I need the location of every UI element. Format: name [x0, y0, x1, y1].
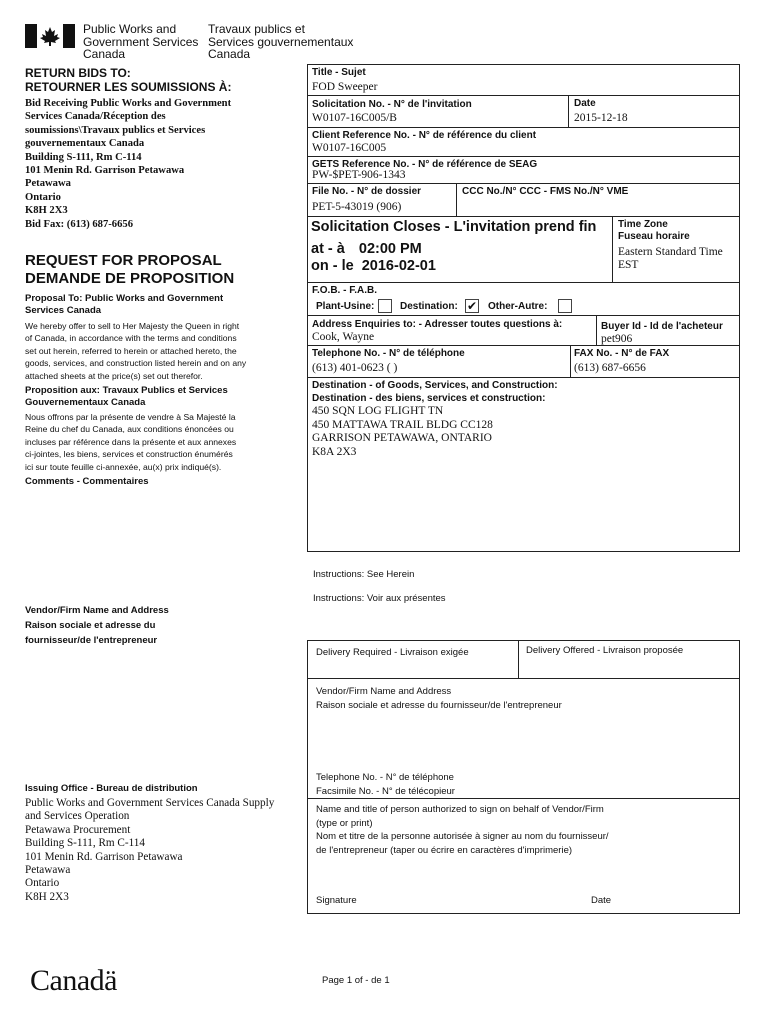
authorized-line: Name and title of person authorized to sign on behalf of Vendor/Firm [316, 804, 604, 815]
authorized-line: de l'entrepreneur (taper ou écrire en caractères d'imprimerie) [316, 844, 573, 856]
telephone-label: Telephone No. - N° de téléphone [316, 772, 454, 783]
return-bids-heading-fr: RETOURNER LES SOUMISSIONS À: [25, 80, 232, 94]
authorized-person-label [316, 803, 609, 857]
enquiries-label: Address Enquiries to: - Adresser toutes questions à: [312, 319, 563, 330]
timezone-label-line: Time Zone [618, 219, 668, 230]
issuing-office-address [25, 797, 274, 904]
dept-fr-line: Travaux publics et [208, 22, 305, 36]
address-line: soumissions\Travaux publics et Services [25, 124, 206, 136]
destination-line: GARRISON PETAWAWA, ONTARIO [312, 432, 492, 444]
issuing-office-label: Issuing Office - Bureau de distribution [25, 783, 198, 794]
address-line: K8H 2X3 [25, 205, 68, 217]
request-title [25, 252, 234, 288]
vendor-name-label [316, 685, 562, 712]
offer-line: Reine du chef du Canada, aux conditions énoncées ou [25, 424, 234, 435]
dept-fr-line: Services gouvernementaux [208, 34, 354, 49]
solicitation-label: Solicitation No. - N° de l'invitation [312, 99, 472, 110]
signature-label: Signature [316, 895, 357, 906]
phone-label: Telephone No. - N° de téléphone [312, 348, 465, 359]
on-label: on - le [311, 258, 354, 274]
buyer-label: Buyer Id - Id de l'acheteur [601, 321, 723, 332]
offer-text-english [25, 320, 246, 382]
address-line: Services Canada/Réception des [25, 111, 166, 123]
destination-goods-line: Destination - of Goods, Services, and Construction: [312, 380, 558, 391]
offer-text-french [25, 411, 236, 473]
file-value: PET-5-43019 (906) [312, 201, 402, 213]
timezone-value [618, 246, 723, 272]
destination-goods-line: Destination - des biens, services et construction: [312, 392, 546, 404]
offer-line: ici sur toute feuille ci-annexée, au(x) prix indiqué(s). [25, 461, 222, 472]
dept-en-line: Government Services [83, 34, 199, 49]
government-flag-logo [25, 24, 75, 53]
enquiries-value: Cook, Wayne [312, 331, 375, 343]
ccc-label: CCC No./N° CCC - FMS No./N° VME [462, 186, 629, 197]
destination-goods-label [312, 380, 558, 405]
checkmark-icon: ✔ [466, 299, 478, 313]
destination-goods-value [312, 405, 493, 459]
issuing-line: K8H 2X3 [25, 890, 69, 903]
closes-label: Solicitation Closes - L'invitation prend fin [311, 219, 597, 235]
address-line: Ontario [25, 191, 61, 203]
other-checkbox[interactable] [558, 299, 572, 313]
vendor-left-line: fournisseur/de l'entrepreneur [25, 635, 158, 646]
destination-checkbox[interactable] [465, 299, 479, 313]
closes-time-row [311, 241, 422, 257]
offer-line: attached sheets at the price(s) set out therefor. [25, 370, 203, 381]
offer-line: ci-jointes, les biens, services et construction énumérés [25, 449, 233, 460]
authorized-line: (type or print) [316, 817, 373, 829]
dept-fr-line: Canada [208, 47, 251, 61]
address-line: Bid Receiving Public Works and Government [25, 98, 232, 109]
issuing-line: Public Works and Government Services Canada Supply [25, 797, 275, 809]
facsimile-label: Facsimile No. - N° de télécopieur [316, 786, 455, 797]
close-date-value: 2016-02-01 [361, 258, 436, 274]
proposition-line: Proposition aux: Travaux Publics et Services [25, 385, 228, 396]
time-value: 02:00 PM [358, 241, 422, 257]
issuing-line: 101 Menin Rd. Garrison Petawawa [25, 850, 183, 863]
department-name-english [83, 23, 198, 61]
issuing-line: Petawawa Procurement [25, 823, 131, 836]
address-line: 101 Menin Rd. Garrison Petawawa [25, 165, 185, 177]
proposal-to [25, 293, 223, 317]
dept-en-line: Canada [83, 47, 126, 61]
date-value: 2015-12-18 [574, 112, 628, 124]
authorized-line: Nom et titre de la personne autorisée à signer au nom du fournisseur/ [316, 831, 609, 842]
file-label: File No. - N° de dossier [312, 186, 422, 197]
timezone-label [618, 219, 690, 243]
offer-line: Nous offrons par la présente de vendre à Sa Majesté la [25, 412, 236, 422]
client-ref-label: Client Reference No. - N° de référence du client [312, 130, 537, 141]
other-label: Other-Autre: [488, 301, 548, 312]
offer-line: of Canada, in accordance with the terms and conditions [25, 333, 237, 344]
vendor-name-line: Vendor/Firm Name and Address [316, 686, 452, 697]
offer-line: We hereby offer to sell to Her Majesty the Queen in right [25, 321, 240, 331]
address-line: Petawawa [25, 178, 71, 190]
destination-line: 450 MATTAWA TRAIL BLDG CC128 [312, 418, 493, 431]
plant-label: Plant-Usine: [316, 301, 375, 312]
address-line: Bid Fax: (613) 687-6656 [25, 218, 133, 230]
return-bids-heading-en: RETURN BIDS TO: [25, 66, 131, 80]
comments-label: Comments - Commentaires [25, 476, 149, 487]
fax-value: (613) 687-6656 [574, 362, 646, 374]
canada-wordmark: Canadä [30, 964, 117, 997]
gets-label: GETS Reference No. - N° de référence de SEAG [312, 159, 538, 170]
date-label: Date [574, 98, 596, 109]
offer-line: incluses par référence dans la présente et aux annexes [25, 436, 237, 447]
issuing-line: and Services Operation [25, 810, 130, 823]
instructions-en: Instructions: See Herein [313, 569, 415, 580]
address-line: gouvernementaux Canada [25, 138, 145, 150]
proposal-to-line: Services Canada [25, 305, 102, 316]
title-value: FOD Sweeper [312, 81, 378, 93]
vendor-name-left [25, 603, 169, 648]
timezone-label-line: Fuseau horaire [618, 231, 690, 242]
phone-value: (613) 401-0623 ( ) [312, 362, 398, 374]
at-label: at - à [311, 241, 345, 257]
fax-label: FAX No. - N° de FAX [574, 348, 670, 359]
department-name-french [208, 23, 353, 61]
solicitation-value: W0107-16C005/B [312, 112, 397, 124]
offer-line: set out herein, referred to herein or attached hereto, the [25, 345, 237, 356]
signature-date-label: Date [591, 895, 612, 906]
request-title-en: REQUEST FOR PROPOSAL [25, 252, 222, 269]
delivery-required-label: Delivery Required - Livraison exigée [316, 647, 469, 658]
request-title-fr: DEMANDE DE PROPOSITION [25, 270, 235, 287]
return-bids-address [25, 97, 231, 231]
proposition-line: Gouvernementaux Canada [25, 397, 146, 408]
proposal-to-line: Proposal To: Public Works and Government [25, 293, 224, 304]
vendor-name-line: Raison sociale et adresse du fournisseur/de l'entrepreneur [316, 699, 562, 711]
address-line: Building S-111, Rm C-114 [25, 151, 142, 163]
proposition-aux [25, 385, 228, 409]
return-bids-heading [25, 66, 231, 94]
client-ref-value: W0107-16C005 [312, 142, 387, 154]
title-label: Title - Sujet [312, 67, 366, 78]
fob-label: F.O.B. - F.A.B. [312, 285, 377, 296]
vendor-left-line: Raison sociale et adresse du [25, 620, 156, 631]
destination-line: K8A 2X3 [312, 445, 357, 458]
buyer-value: pet906 [601, 333, 633, 345]
instructions-fr: Instructions: Voir aux présentes [313, 593, 446, 604]
issuing-line: Petawawa [25, 864, 71, 877]
dept-en-line: Public Works and [83, 22, 177, 36]
issuing-line: Building S-111, Rm C-114 [25, 837, 145, 850]
issuing-line: Ontario [25, 877, 60, 890]
plant-checkbox[interactable] [378, 299, 392, 313]
timezone-value-line: Eastern Standard Time [618, 246, 723, 258]
destination-line: 450 SQN LOG FLIGHT TN [312, 405, 444, 417]
vendor-left-line: Vendor/Firm Name and Address [25, 605, 169, 616]
gets-value: PW-$PET-906-1343 [312, 169, 406, 181]
delivery-offered-label: Delivery Offered - Livraison proposée [526, 645, 684, 656]
closes-date-row [311, 258, 436, 274]
page-number: Page 1 of - de 1 [322, 975, 390, 986]
destination-check-label: Destination: [400, 301, 458, 312]
offer-line: goods, services, and construction listed herein and on any [25, 358, 247, 369]
timezone-value-line: EST [618, 259, 639, 271]
